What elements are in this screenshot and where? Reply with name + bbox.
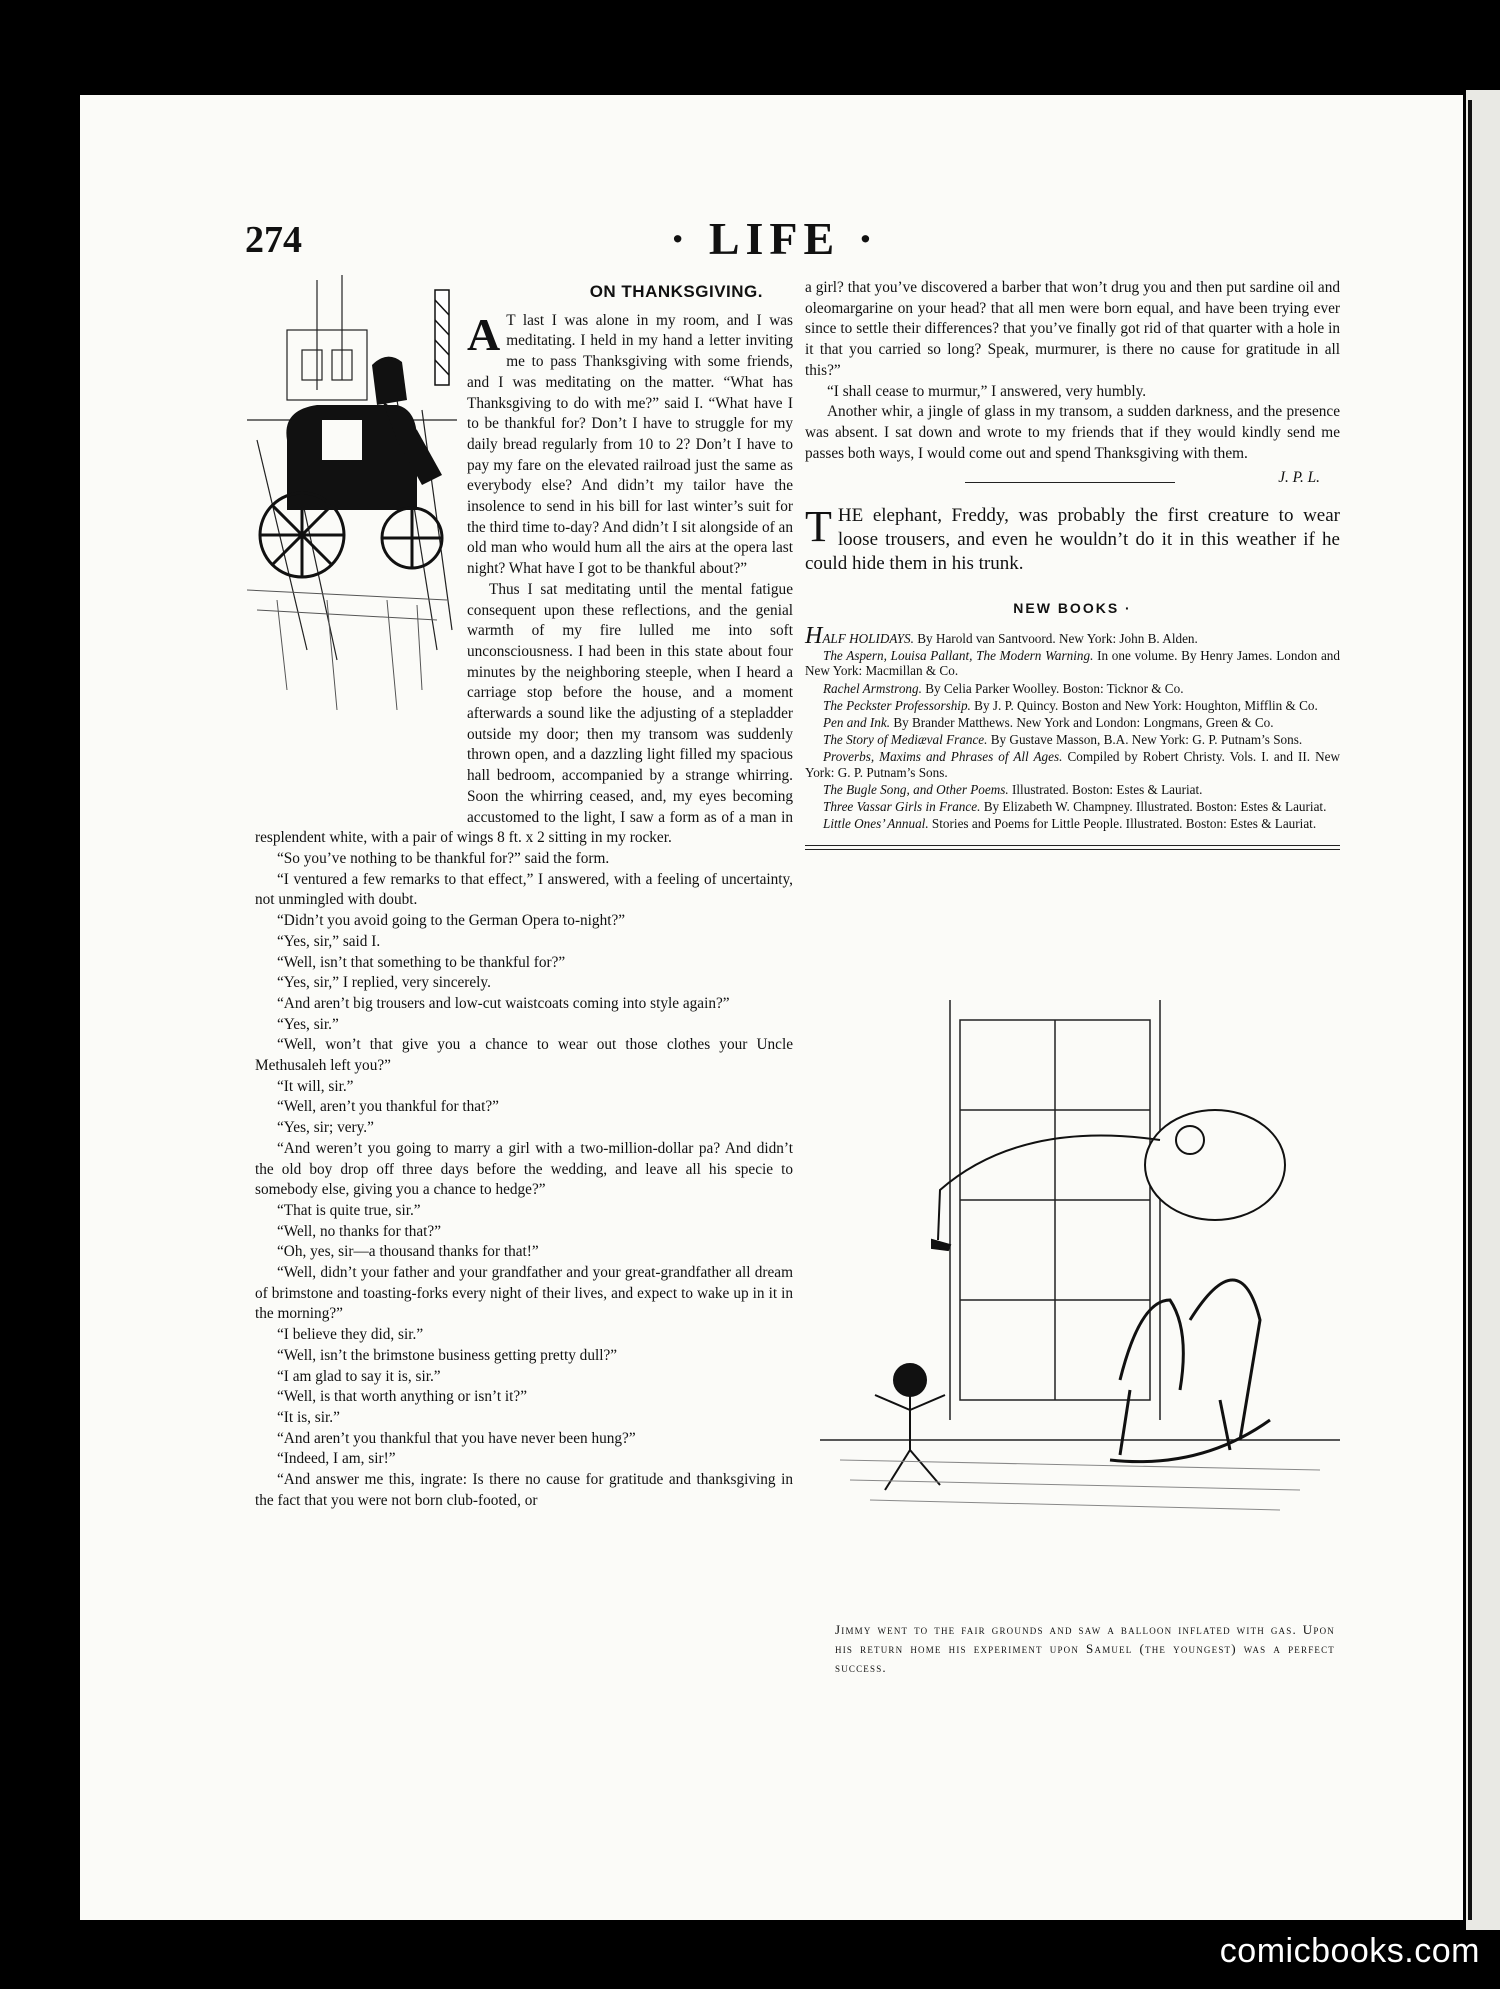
article-paragraph: “Well, no thanks for that?” [277, 1222, 442, 1240]
article-continued: “I shall cease to murmur,” I answered, very humbly. [827, 382, 1147, 400]
balloon-figure [932, 1110, 1285, 1250]
elephant-text: HE elephant, Freddy, was probably the first creature to wear loose trousers, and even he wouldn’t do it in this weather if he could hide them in his trunk. [805, 505, 1340, 575]
article-paragraph: “I am glad to say it is, sir.” [277, 1367, 441, 1385]
book-listing: The Peckster Professorship. By J. P. Quincy. Boston and New York: Houghton, Mifflin & Co. [823, 697, 1318, 713]
page-number: 274 [245, 219, 302, 261]
balloon-cartoon [820, 1000, 1340, 1600]
article-paragraph: “And aren’t big trousers and low-cut waistcoats coming into style again?” [277, 994, 730, 1012]
article-continued: a girl? that you’ve discovered a barber that won’t drug you and then put sardine oil and oleomargarine on your head? that all men were born equal, and have been trying ever since to settle their differences? that you’ve finally got rid of that quarter with a hole in it that you carried so long? Speak, murmurer, is there no cause for gratitude in all this?” [805, 279, 1340, 379]
signature-rule [965, 482, 1175, 483]
book-listing: Pen and Ink. By Brander Matthews. New York and London: Longmans, Green & Co. [823, 715, 1274, 731]
article-paragraph: “Oh, yes, sir—a thousand thanks for that!” [277, 1243, 539, 1261]
signature-row [805, 464, 1340, 494]
book-listing: Three Vassar Girls in France. By Elizabeth W. Champney. Illustrated. Boston: Estes & Lauriat. [823, 799, 1327, 815]
article-paragraph: “So you’ve nothing to be thankful for?” said the form. [277, 849, 610, 867]
rocking-chair [1110, 1280, 1270, 1462]
article-paragraph: “And aren’t you thankful that you have never been hung?” [277, 1429, 636, 1447]
article-paragraph: “Well, isn’t the brimstone business getting pretty dull?” [277, 1346, 618, 1364]
boy-figure [875, 1364, 945, 1490]
article-paragraph: “Yes, sir.” [277, 1015, 339, 1033]
article-paragraph: “Well, aren’t you thankful for that?” [277, 1098, 499, 1116]
article-paragraph: “Well, didn’t your father and your grandfather and your great-grandfather all dream of brimstone and toasting-forks every night of their lives, and expect to wake up in it in the morning?” [255, 1264, 793, 1323]
book-listing: Proverbs, Maxims and Phrases of All Ages. Compiled by Robert Christy. Vols. I. and II. New York: G. P. Putnam’s Sons. [805, 749, 1340, 780]
article-paragraph: A T last I was alone in my room, and I was meditating. I held in my hand a letter inviting me to pass Thanksgiving with some friends, and I was meditating on the matter. “What has Thanksgiving to do with me?” said I. “What have I to be thankful for? Don’t I have to struggle for my daily bread regularly from 10 to 2? Don’t I have to pay my fare on the elevated railroad just the same as everybody else? And didn’t my tailor have the insolence to send in his bill for last winter’s suit for the third time to-day? And didn’t I sit alongside of an old man who would hum all the airs at the opera last night? What have I got to be thankful about?” [467, 308, 793, 578]
drop-cap: A [467, 308, 501, 360]
article-paragraph: “Well, isn’t that something to be thankful for?” [277, 953, 566, 971]
elephant-item [805, 504, 1340, 576]
new-books-heading: NEW BOOKS · [1013, 600, 1132, 617]
barber-pole [435, 290, 449, 385]
article-paragraph: Thus I sat meditating until the mental fatigue consequent upon these reflections, and the genial warmth of my fire lulled me into soft unconsciousness. I had been in this state about four minutes by the neighboring steeple, when I heard a carriage stop before the house, and a moment afterwards a sound like the adjusting of a stepladder outside my door; then my transom was suddenly thrown open, and a dazzling light filled my spacious hall bedroom, accompanied by a strange whirring. Soon the whirring ceased, and, my eyes becoming accustomed to the light, I saw a form as of a man in resplendent white, with a pair of wings 8 ft. x 2 sitting in my rocker. [255, 580, 793, 847]
article-paragraph: “And answer me this, ingrate: Is there no cause for gratitude and thanksgiving in the fact that you were not born club-footed, or [255, 1471, 793, 1509]
elephant-initial: T [805, 502, 832, 552]
left-column [255, 270, 793, 1511]
article-paragraph: “Well, won’t that give you a chance to wear out those clothes your Uncle Methusaleh left you?” [255, 1036, 793, 1075]
article-paragraph: “Yes, sir,” I replied, very sincerely. [277, 974, 491, 992]
carriage-illustration [247, 270, 457, 820]
article-paragraph: “Yes, sir; very.” [277, 1119, 374, 1137]
article-paragraph: “Didn’t you avoid going to the German Opera to-night?” [277, 912, 626, 930]
book-listing: The Story of Mediæval France. By Gustave Masson, B.A. New York: G. P. Putnam’s Sons. [823, 732, 1303, 748]
book-listing: HALF HOLIDAYS. By Harold van Santvoord. New York: John B. Alden. [805, 623, 1198, 650]
article-paragraph: “Yes, sir,” said I. [277, 932, 381, 950]
article-paragraph: “It is, sir.” [277, 1408, 340, 1426]
article-paragraph: “That is quite true, sir.” [277, 1201, 421, 1219]
masthead-title: · LIFE · [670, 213, 880, 264]
book-listing: The Bugle Song, and Other Poems. Illustrated. Boston: Estes & Lauriat. [823, 781, 1203, 797]
cartoon-drawing [820, 1000, 1340, 1600]
book-listing: Little Ones’ Annual. Stories and Poems for Little People. Illustrated. Boston: Estes & Lauriat. [823, 816, 1317, 832]
book-listing: Rachel Armstrong. By Celia Parker Woolley. Boston: Ticknor & Co. [823, 680, 1184, 696]
article-paragraph: “I believe they did, sir.” [277, 1326, 424, 1344]
article-paragraph: “I ventured a few remarks to that effect,” I answered, with a feeling of uncertainty, not unmingled with doubt. [255, 870, 793, 909]
cartoon-caption: Jimmy went to the fair grounds and saw a balloon inflated with gas. Upon his return home his experiment upon Samuel (the youngest) was a perfect success. [835, 1622, 1335, 1675]
article-paragraph: “And weren’t you going to marry a girl with a two-million-dollar pa? And didn’t the old boy drop off three days before the wedding, and leave all his specie to somebody else, giving you a chance to hedge?” [255, 1139, 793, 1199]
carriage-drawing [247, 270, 457, 820]
article-paragraph: “Well, is that worth anything or isn’t it?” [277, 1388, 527, 1406]
article-signature: J. P. L. [1278, 469, 1320, 487]
right-column [805, 278, 1340, 850]
site-watermark: comicbooks.com [1219, 1932, 1480, 1970]
article-continued: Another whir, a jingle of glass in my transom, a sudden darkness, and the presence was absent. I sat down and wrote to my friends that if they would kindly send me passes both ways, I would come out and spend Thanksgiving with them. [805, 403, 1340, 462]
section-divider [805, 845, 1340, 850]
article-title: ON THANKSGIVING. [589, 282, 763, 301]
article-paragraph: “It will, sir.” [277, 1077, 354, 1095]
spine-edge [1468, 100, 1472, 1920]
book-listing: The Aspern, Louisa Pallant, The Modern Warning. In one volume. By Henry James. London and New York: Macmillan & Co. [805, 648, 1340, 679]
article-paragraph: “Indeed, I am, sir!” [277, 1450, 396, 1468]
